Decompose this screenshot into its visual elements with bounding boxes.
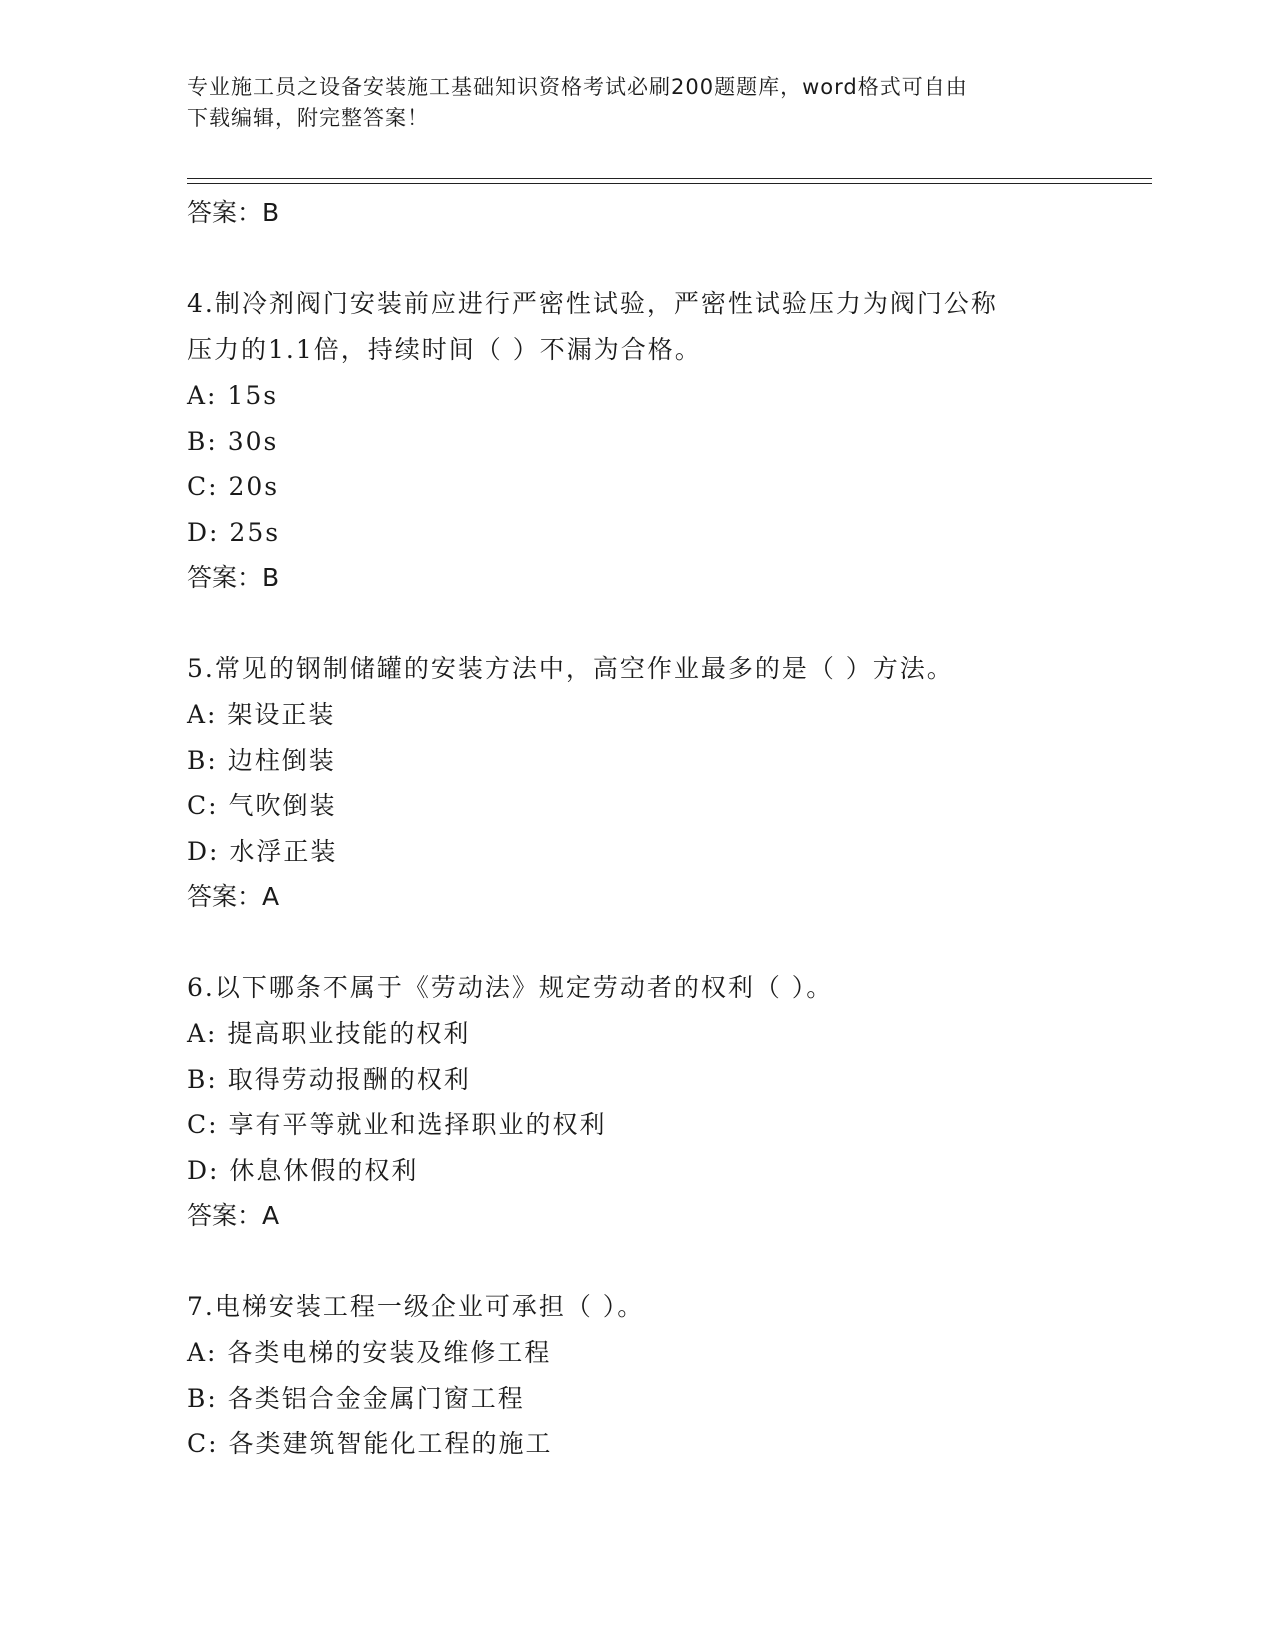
question-6 <box>187 965 1117 1238</box>
question-text: 6.以下哪条不属于《劳动法》规定劳动者的权利（ ）。 <box>187 973 834 1002</box>
header-rule-bottom <box>187 183 1152 184</box>
option-a: A: 架设正装 <box>187 700 336 729</box>
option-a: A: 提高职业技能的权利 <box>187 1019 471 1048</box>
option-d: D: 休息休假的权利 <box>187 1155 419 1185</box>
option-a: A: 15s <box>187 381 279 410</box>
option-b: B: 30s <box>187 426 279 456</box>
option-b: B: 取得劳动报酬的权利 <box>187 1064 471 1094</box>
option-d: D: 25s <box>187 517 281 547</box>
header-line-2: 下载编辑，附完整答案！ <box>187 106 429 130</box>
question-list <box>187 190 1117 1467</box>
answer-line: 答案：A <box>187 882 280 911</box>
option-c: C: 享有平等就业和选择职业的权利 <box>187 1110 607 1139</box>
answer-line: 答案：B <box>187 563 280 592</box>
question-text: 7.电梯安装工程一级企业可承担（ ）。 <box>187 1292 645 1321</box>
option-c: C: 气吹倒装 <box>187 791 337 820</box>
option-b: B: 各类铝合金金属门窗工程 <box>187 1383 525 1413</box>
question-text: 5.常见的钢制储罐的安装方法中，高空作业最多的是（ ）方法。 <box>187 654 954 683</box>
question-text: 4.制冷剂阀门安装前应进行严密性试验，严密性试验压力为阀门公称 <box>187 289 998 318</box>
option-c: C: 20s <box>187 472 280 501</box>
question-7 <box>187 1284 1117 1467</box>
question-5 <box>187 646 1117 919</box>
answer-line: 答案：B <box>187 198 280 227</box>
option-d: D: 水浮正装 <box>187 836 338 866</box>
answer-line: 答案：A <box>187 1201 280 1230</box>
document-header <box>187 72 1067 134</box>
header-line-1: 专业施工员之设备安装施工基础知识资格考试必刷200题题库，word格式可自由 <box>187 75 968 99</box>
option-c: C: 各类建筑智能化工程的施工 <box>187 1429 553 1458</box>
option-b: B: 边柱倒装 <box>187 745 336 775</box>
header-rule-top <box>187 178 1152 179</box>
question-text: 压力的1.1倍，持续时间（ ）不漏为合格。 <box>187 335 702 364</box>
option-a: A: 各类电梯的安装及维修工程 <box>187 1338 552 1367</box>
question-4 <box>187 281 1117 600</box>
